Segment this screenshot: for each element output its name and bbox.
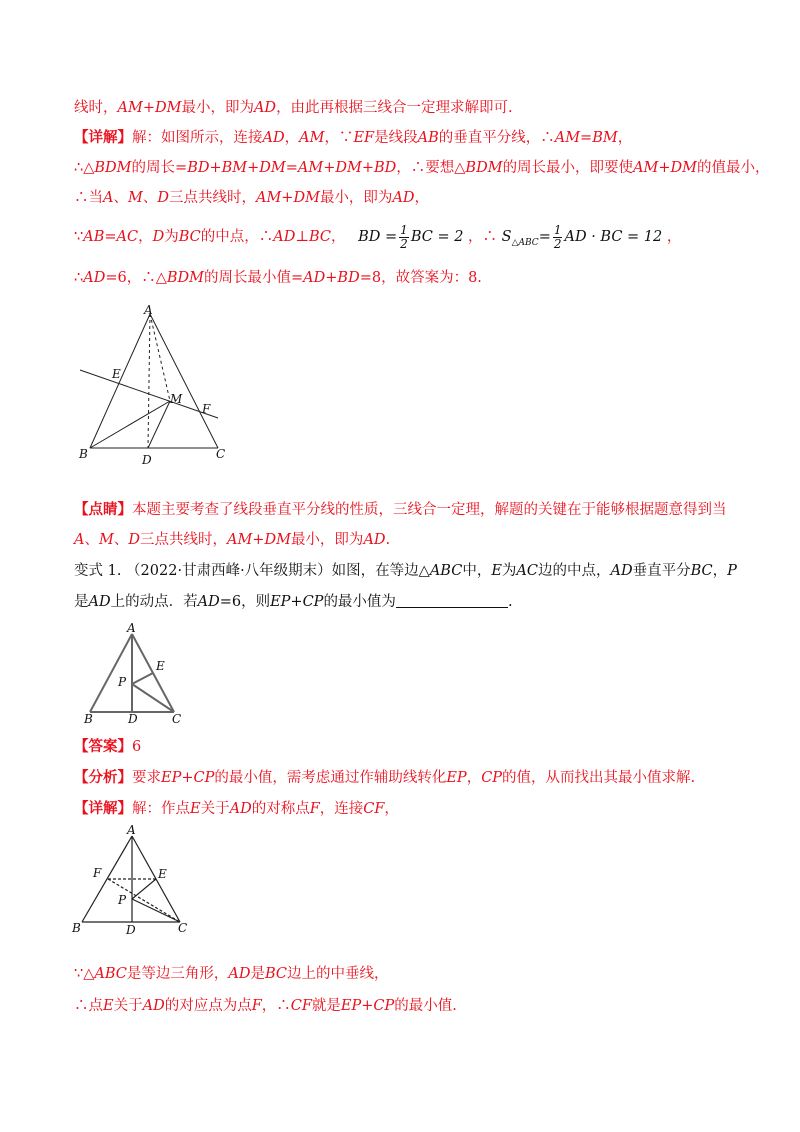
formula-bd: BD = $\frac{1}{2}$ BC = 2	[358, 222, 464, 251]
answer-value: 6	[132, 739, 142, 755]
label-c: C	[178, 921, 188, 935]
label-c: C	[216, 447, 226, 461]
label-e: E	[112, 367, 121, 381]
label-b: B	[79, 447, 88, 461]
label-f: F	[93, 866, 102, 880]
label-p: P	[118, 893, 127, 907]
label-a: A	[144, 303, 153, 317]
analysis-tag: 【分析】	[74, 769, 132, 786]
figure-equilateral-1	[80, 620, 190, 730]
label-d: D	[126, 923, 136, 937]
label-b: B	[84, 712, 93, 726]
label-f: F	[202, 402, 211, 416]
text-line-answer	[74, 737, 141, 757]
detail-tag-2: 【详解】	[74, 800, 132, 817]
text-line-14: ∵△ABC是等边三角形，AD是BC边上的中垂线，	[74, 966, 389, 982]
text-line-15: ∴点E关于AD的对应点为点F，∴CF就是EP+CP的最小值.	[74, 998, 457, 1014]
label-m: M	[170, 392, 183, 406]
text-line-2: 【详解】解：如图所示，连接AD，AM，∵EF是线段AB的垂直平分线，∴AM=BM，	[74, 129, 633, 146]
label-d: D	[142, 453, 152, 467]
figure-triangle-bdm	[70, 300, 240, 470]
text-line-6: ∴AD=6，∴△BDM的周长最小值=AD+BD=8，故答案为：8.	[74, 270, 482, 286]
label-p: P	[118, 675, 127, 689]
text-line-7: 【点睛】本题主要考查了线段垂直平分线的性质，三线合一定理，解题的关键在于能够根据题意得到当	[74, 501, 727, 518]
label-a: A	[127, 823, 136, 837]
text-line-9: 变式 1. （2022·甘肃西峰·八年级期末）如图，在等边△ABC中，E为AC边的中点，AD垂直平分BC，P	[74, 563, 737, 579]
text-line-5: ∵AB=AC，D为BC的中点，∴AD⊥BC， BD = $\frac{1}{2}$ BC = 2 ，∴ $S_{\triangle ABC}=$ $\frac{1}{2}$ AD · BC = 12 ，	[74, 222, 682, 251]
text-line-8: A、M、D三点共线时，AM+DM最小，即为AD.	[74, 532, 391, 548]
formula-area: $S_{\triangle ABC}=$ $\frac{1}{2}$ AD · BC = 12	[501, 222, 663, 251]
detail-tag: 【详解】	[74, 129, 132, 146]
text-line-1: 线时，AM+DM最小，即为AD，由此再根据三线合一定理求解即可.	[74, 100, 513, 116]
label-a: A	[127, 621, 136, 635]
answer-blank	[396, 593, 508, 608]
text-line-analysis: 【分析】要求EP+CP的最小值，需考虑通过作辅助线转化EP，CP的值，从而找出其最小值求解.	[74, 769, 696, 786]
insight-tag: 【点睛】	[74, 501, 132, 518]
text-line-3: ∴△BDM的周长=BD+BM+DM=AM+DM+BD，∴要想△BDM的周长最小，即要使AM+DM的值最小，	[74, 160, 770, 176]
text-line-4: ∴当A、M、D三点共线时，AM+DM最小，即为AD，	[74, 190, 430, 206]
label-c: C	[172, 712, 182, 726]
label-e: E	[156, 659, 165, 673]
figure-equilateral-2	[68, 822, 198, 940]
label-d: D	[128, 712, 138, 726]
text-line-detail-2: 【详解】解：作点E关于AD的对称点F，连接CF，	[74, 800, 399, 817]
label-b: B	[72, 921, 81, 935]
label-e: E	[158, 867, 167, 881]
text-line-10: 是AD上的动点．若AD=6，则EP+CP的最小值为 .	[74, 594, 513, 610]
answer-tag: 【答案】	[74, 738, 132, 755]
